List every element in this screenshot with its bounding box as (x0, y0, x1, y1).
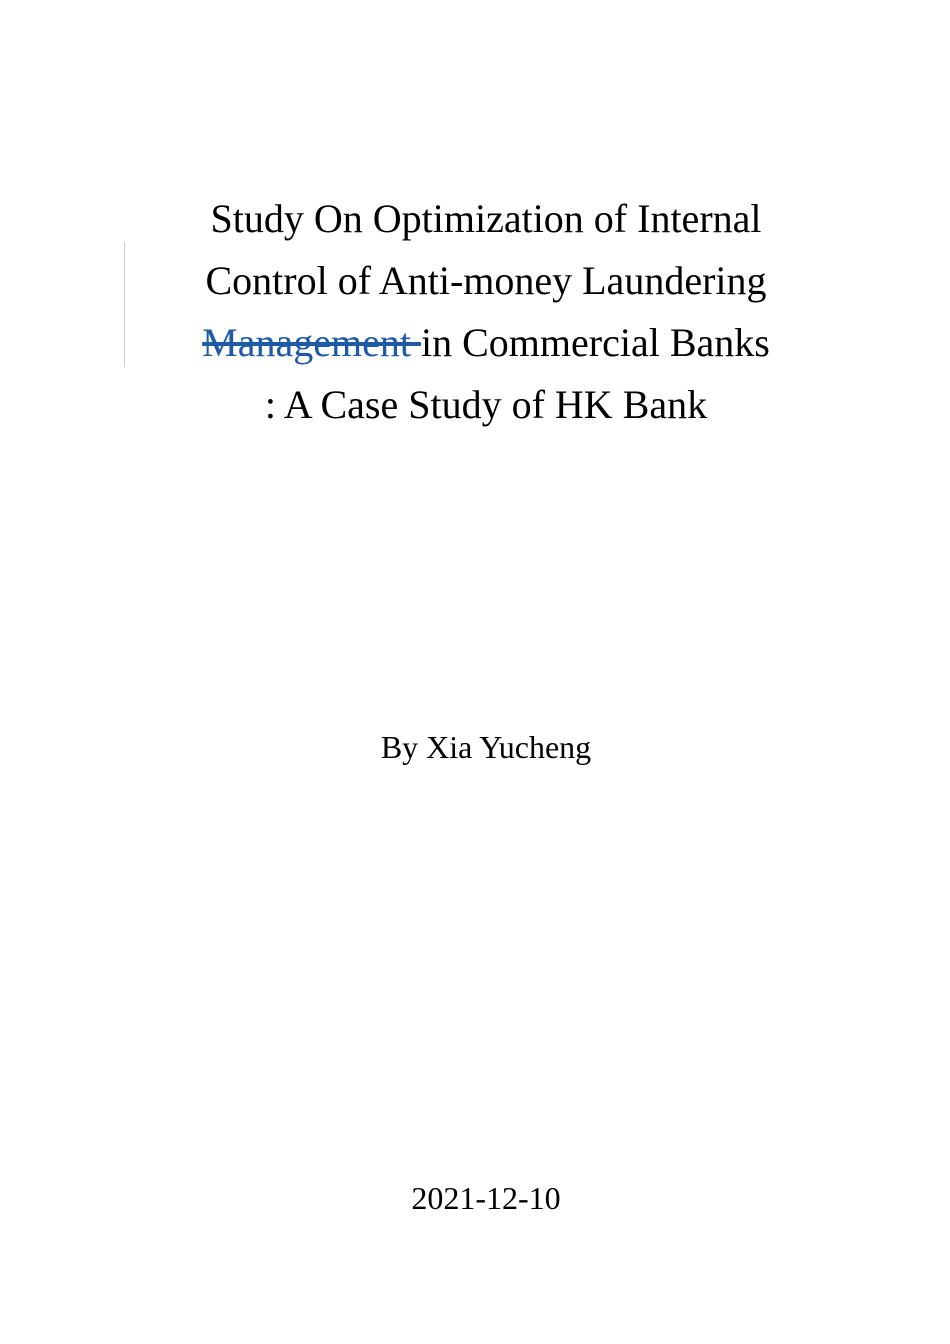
title-line-3-text: in Commercial Banks (420, 320, 770, 365)
document-date: 2021-12-10 (411, 1180, 561, 1216)
title-line-1: Study On Optimization of Internal (210, 196, 762, 241)
tracked-deletion: Management (202, 320, 421, 365)
title-line-2: Control of Anti-money Laundering (205, 258, 767, 303)
document-title (150, 188, 822, 436)
title-line-3 (150, 312, 822, 374)
revision-change-bar (124, 242, 125, 367)
title-line-4: : A Case Study of HK Bank (264, 382, 708, 427)
author-line: By Xia Yucheng (380, 729, 592, 765)
